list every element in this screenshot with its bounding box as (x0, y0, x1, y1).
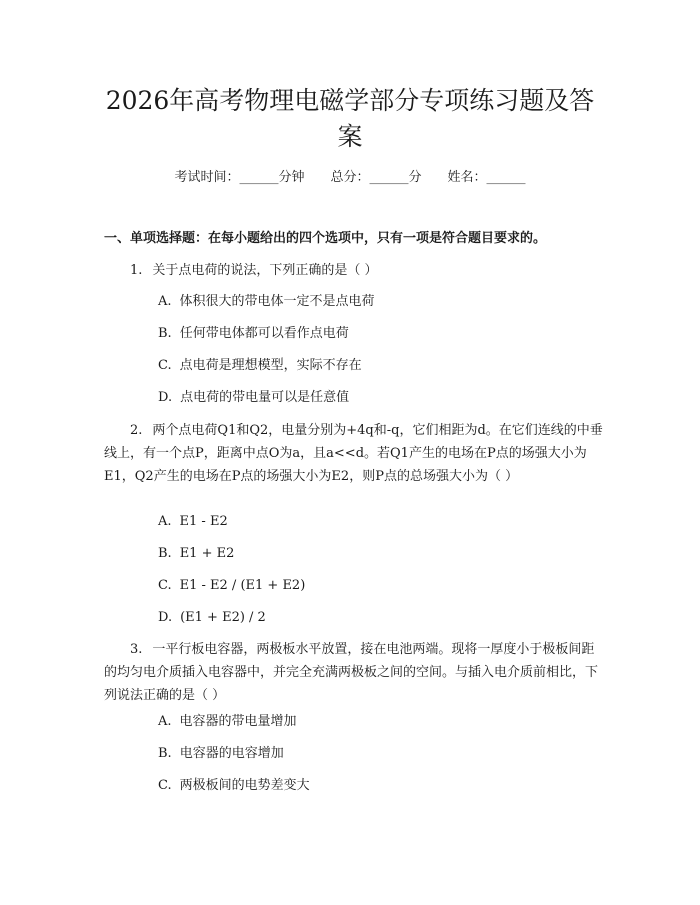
option-letter: B. (158, 546, 172, 561)
question-number: 2. (130, 423, 143, 438)
question-1-option-b (158, 324, 598, 344)
question-number: 1. (130, 263, 143, 278)
option-text: 点电荷是理想模型，实际不存在 (179, 358, 362, 373)
question-3 (104, 638, 604, 707)
option-text: 任何带电体都可以看作点电荷 (179, 326, 349, 341)
option-letter: A. (158, 514, 172, 529)
exam-time-field: 考试时间：______分钟 (174, 170, 305, 185)
question-3-option-a (158, 712, 598, 732)
option-letter: C. (158, 358, 172, 373)
option-letter: A. (158, 714, 172, 729)
question-3-option-b (158, 744, 598, 764)
question-1 (104, 259, 604, 282)
question-2-option-b (158, 544, 598, 564)
name-field: 姓名：______ (447, 170, 526, 185)
question-number: 3. (130, 642, 143, 657)
option-text: E1 - E2 (179, 514, 228, 529)
option-letter: B. (158, 746, 172, 761)
question-text: 两个点电荷Q1和Q2，电量分别为+4q和-q，它们相距为d。在它们连线的中垂线上，有一个点P，距离中点O为a，且a<<d。若Q1产生的电场在P点的场强大小为E1，Q2产生的电场在P点的场强大小为E2，则P点的总场强大小为（ ） (104, 423, 603, 484)
option-text: (E1 + E2) / 2 (180, 610, 266, 625)
option-letter: C. (158, 778, 172, 793)
option-letter: A. (158, 294, 172, 309)
question-1-option-a (158, 292, 598, 312)
option-text: 点电荷的带电量可以是任意值 (180, 390, 350, 405)
page-title: 2026年高考物理电磁学部分专项练习题及答案 (105, 86, 595, 151)
option-text: 电容器的带电量增加 (179, 714, 297, 729)
option-letter: B. (158, 326, 172, 341)
question-2-option-c (158, 576, 598, 596)
question-text: 一平行板电容器，两极板水平放置，接在电池两端。现将一厚度小于极板间距的均匀电介质插入电容器中，并完全充满两极板之间的空间。与插入电介质前相比，下列说法正确的是（ ） (104, 642, 599, 703)
option-text: 体积很大的带电体一定不是点电荷 (179, 294, 375, 309)
option-text: E1 - E2 / (E1 + E2) (179, 578, 306, 593)
question-2-option-a (158, 512, 598, 532)
question-2-option-d (158, 608, 598, 628)
option-text: E1 + E2 (179, 546, 235, 561)
option-text: 电容器的电容增加 (179, 746, 284, 761)
option-letter: C. (158, 578, 172, 593)
question-1-option-c (158, 356, 598, 376)
question-3-option-c (158, 776, 598, 796)
question-2 (104, 419, 604, 488)
option-letter: D. (158, 390, 173, 405)
option-text: 两极板间的电势差变大 (179, 778, 310, 793)
section-heading: 一、单项选择题：在每小题给出的四个选项中，只有一项是符合题目要求的。 (104, 231, 547, 246)
question-text: 关于点电荷的说法，下列正确的是（ ） (152, 263, 378, 278)
exam-info-line (0, 168, 700, 188)
question-1-option-d (158, 388, 598, 408)
option-letter: D. (158, 610, 173, 625)
total-score-field: 总分：______分 (330, 170, 422, 185)
